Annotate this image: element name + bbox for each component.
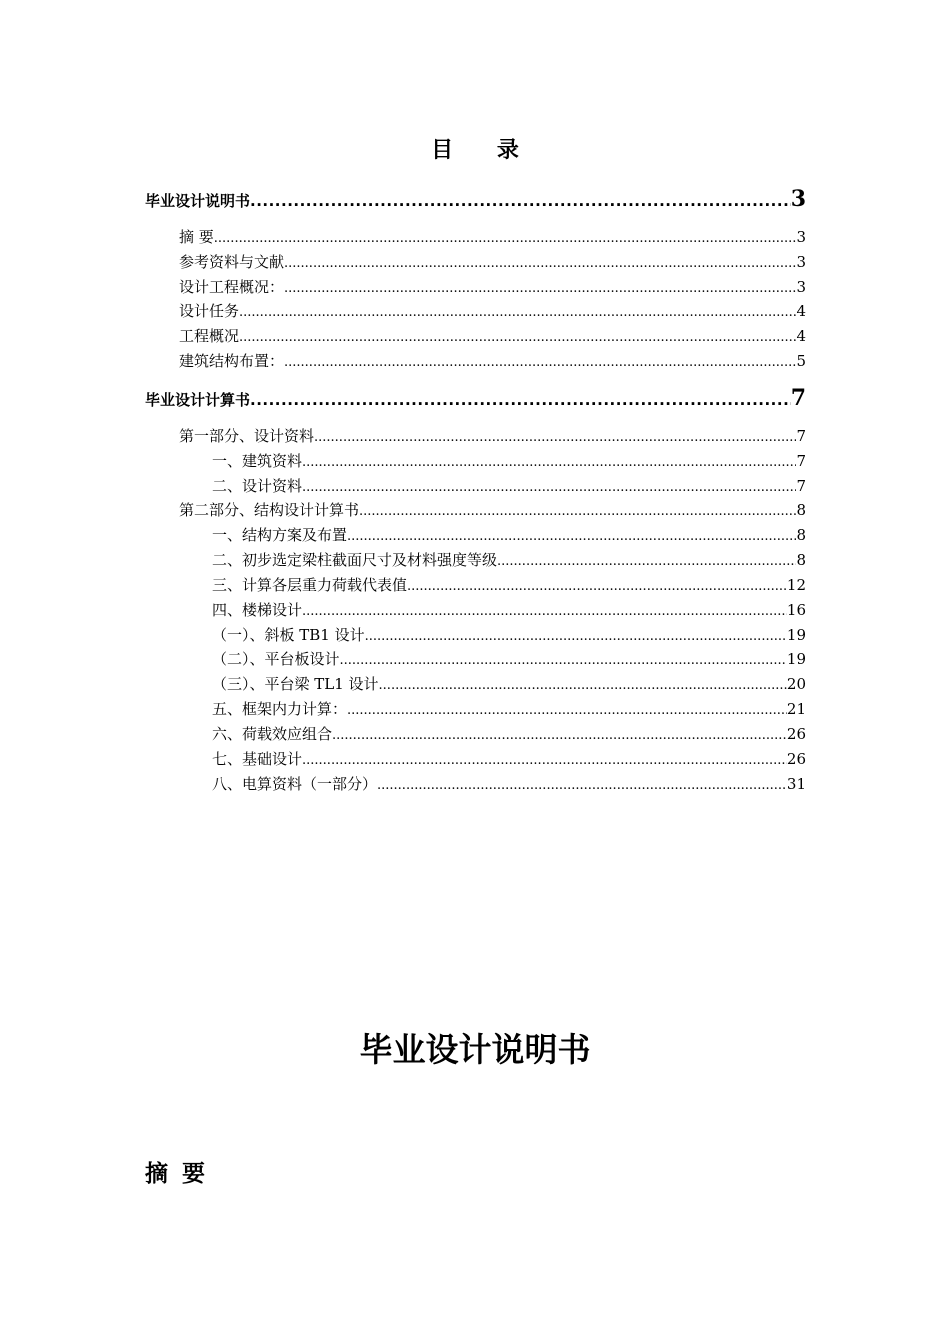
toc-entry-foundation-design[interactable] — [145, 748, 806, 769]
toc-entry-building-data[interactable] — [145, 450, 806, 471]
toc-entry-label: 五、框架内力计算： — [212, 700, 348, 718]
toc-entry-design-description[interactable] — [145, 186, 806, 212]
toc-entry-computer-data[interactable] — [145, 773, 806, 794]
toc-leader-dots — [302, 753, 787, 768]
toc-leader-dots — [302, 480, 796, 495]
toc-entry-page: 7 — [796, 427, 806, 445]
toc-entry-references[interactable] — [145, 251, 806, 272]
toc-entry-page: 4 — [796, 327, 806, 345]
toc-leader-dots — [284, 355, 796, 370]
toc-entry-page: 3 — [790, 186, 806, 212]
toc-leader-dots — [332, 728, 787, 743]
toc-leader-dots — [347, 703, 787, 718]
toc-entry-page: 8 — [796, 501, 806, 519]
toc-entry-page: 7 — [796, 452, 806, 470]
toc-entry-project-overview[interactable] — [145, 276, 806, 297]
toc-entry-label: 六、荷载效应组合 — [212, 725, 333, 743]
toc-entry-label: 毕业设计计算书 — [145, 391, 251, 409]
toc-entry-page: 31 — [786, 775, 806, 793]
toc-entry-label: 毕业设计说明书 — [145, 192, 251, 210]
toc-entry-part-two[interactable] — [145, 499, 806, 520]
toc-entry-label: 摘 要 — [179, 228, 214, 246]
toc-entry-part-one[interactable] — [145, 425, 806, 446]
toc-leader-dots — [314, 430, 796, 445]
toc-leader-dots — [302, 455, 796, 470]
toc-leader-dots — [340, 653, 787, 668]
toc-entry-page: 21 — [786, 700, 806, 718]
main-heading: 毕业设计说明书 — [359, 1030, 591, 1069]
toc-entry-page: 8 — [796, 551, 806, 569]
toc-entry-page: 20 — [786, 675, 806, 693]
toc-leader-dots — [239, 305, 796, 320]
toc-leader-dots — [407, 579, 787, 594]
toc-entry-label: 七、基础设计 — [212, 750, 303, 768]
toc-entry-load-combination[interactable] — [145, 723, 806, 744]
toc-entry-page: 5 — [796, 352, 806, 370]
toc-entry-label: 第一部分、设计资料 — [179, 427, 315, 445]
toc-entry-label: 参考资料与文献 — [179, 253, 285, 271]
toc-entry-slab-tb1[interactable] — [145, 624, 806, 645]
toc-leader-dots — [250, 192, 791, 210]
toc-entry-structure-layout[interactable] — [145, 350, 806, 371]
toc-entry-page: 12 — [786, 576, 806, 594]
toc-entry-label: 建筑结构布置： — [179, 352, 285, 370]
toc-leader-dots — [347, 529, 796, 544]
toc-entry-abstract[interactable] — [145, 226, 806, 247]
toc-entry-structural-scheme[interactable] — [145, 524, 806, 545]
toc-entry-page: 7 — [790, 385, 806, 411]
toc-leader-dots — [359, 504, 796, 519]
toc-entry-label: （一）、斜板 TB1 设计 — [212, 626, 365, 644]
toc-entry-label: 一、结构方案及布置 — [212, 526, 348, 544]
toc-entry-label: 设计任务 — [179, 302, 240, 320]
toc-leader-dots — [377, 778, 787, 793]
toc-entry-page: 3 — [796, 228, 806, 246]
toc-entry-label: 二、初步选定梁柱截面尺寸及材料强度等级 — [212, 551, 498, 569]
toc-entry-page: 7 — [796, 477, 806, 495]
toc-entry-page: 4 — [796, 302, 806, 320]
abstract-heading: 摘 要 — [145, 1161, 209, 1187]
toc-entry-label: （二）、平台板设计 — [212, 650, 340, 668]
toc-leader-dots — [239, 330, 796, 345]
toc-entry-page: 19 — [786, 626, 806, 644]
toc-leader-dots — [214, 231, 797, 246]
toc-leader-dots — [302, 604, 787, 619]
toc-entry-page: 3 — [796, 253, 806, 271]
toc-entry-label: 四、楼梯设计 — [212, 601, 303, 619]
toc-entry-frame-forces[interactable] — [145, 698, 806, 719]
toc-entry-label: （三）、平台梁 TL1 设计 — [212, 675, 379, 693]
toc-leader-dots — [379, 678, 787, 693]
toc-leader-dots — [365, 629, 787, 644]
toc-entry-label: 八、电算资料（一部分） — [212, 775, 378, 793]
toc-leader-dots — [250, 391, 791, 409]
toc-entry-page: 16 — [786, 601, 806, 619]
toc-entry-section-sizes[interactable] — [145, 549, 806, 570]
toc-entry-label: 三、计算各层重力荷载代表值 — [212, 576, 408, 594]
toc-title: 目 录 — [431, 138, 537, 163]
toc-leader-dots — [284, 256, 796, 271]
toc-entry-page: 19 — [786, 650, 806, 668]
toc-entry-design-data[interactable] — [145, 475, 806, 496]
toc-leader-dots — [497, 554, 796, 569]
toc-entry-platform-beam-tl1[interactable] — [145, 673, 806, 694]
toc-entry-label: 一、建筑资料 — [212, 452, 303, 470]
toc-entry-platform-slab[interactable] — [145, 648, 806, 669]
toc-entry-design-task[interactable] — [145, 300, 806, 321]
toc-entry-stair-design[interactable] — [145, 599, 806, 620]
toc-entry-engineering-overview[interactable] — [145, 325, 806, 346]
toc-leader-dots — [284, 281, 796, 296]
toc-entry-label: 工程概况 — [179, 327, 240, 345]
toc-entry-page: 26 — [786, 750, 806, 768]
toc-entry-page: 3 — [796, 278, 806, 296]
toc-entry-gravity-loads[interactable] — [145, 574, 806, 595]
toc-entry-page: 26 — [786, 725, 806, 743]
toc-entry-page: 8 — [796, 526, 806, 544]
toc-entry-label: 第二部分、结构设计计算书 — [179, 501, 360, 519]
toc-entry-calculation-book[interactable] — [145, 385, 806, 411]
toc-entry-label: 设计工程概况： — [179, 278, 285, 296]
toc-entry-label: 二、设计资料 — [212, 477, 303, 495]
